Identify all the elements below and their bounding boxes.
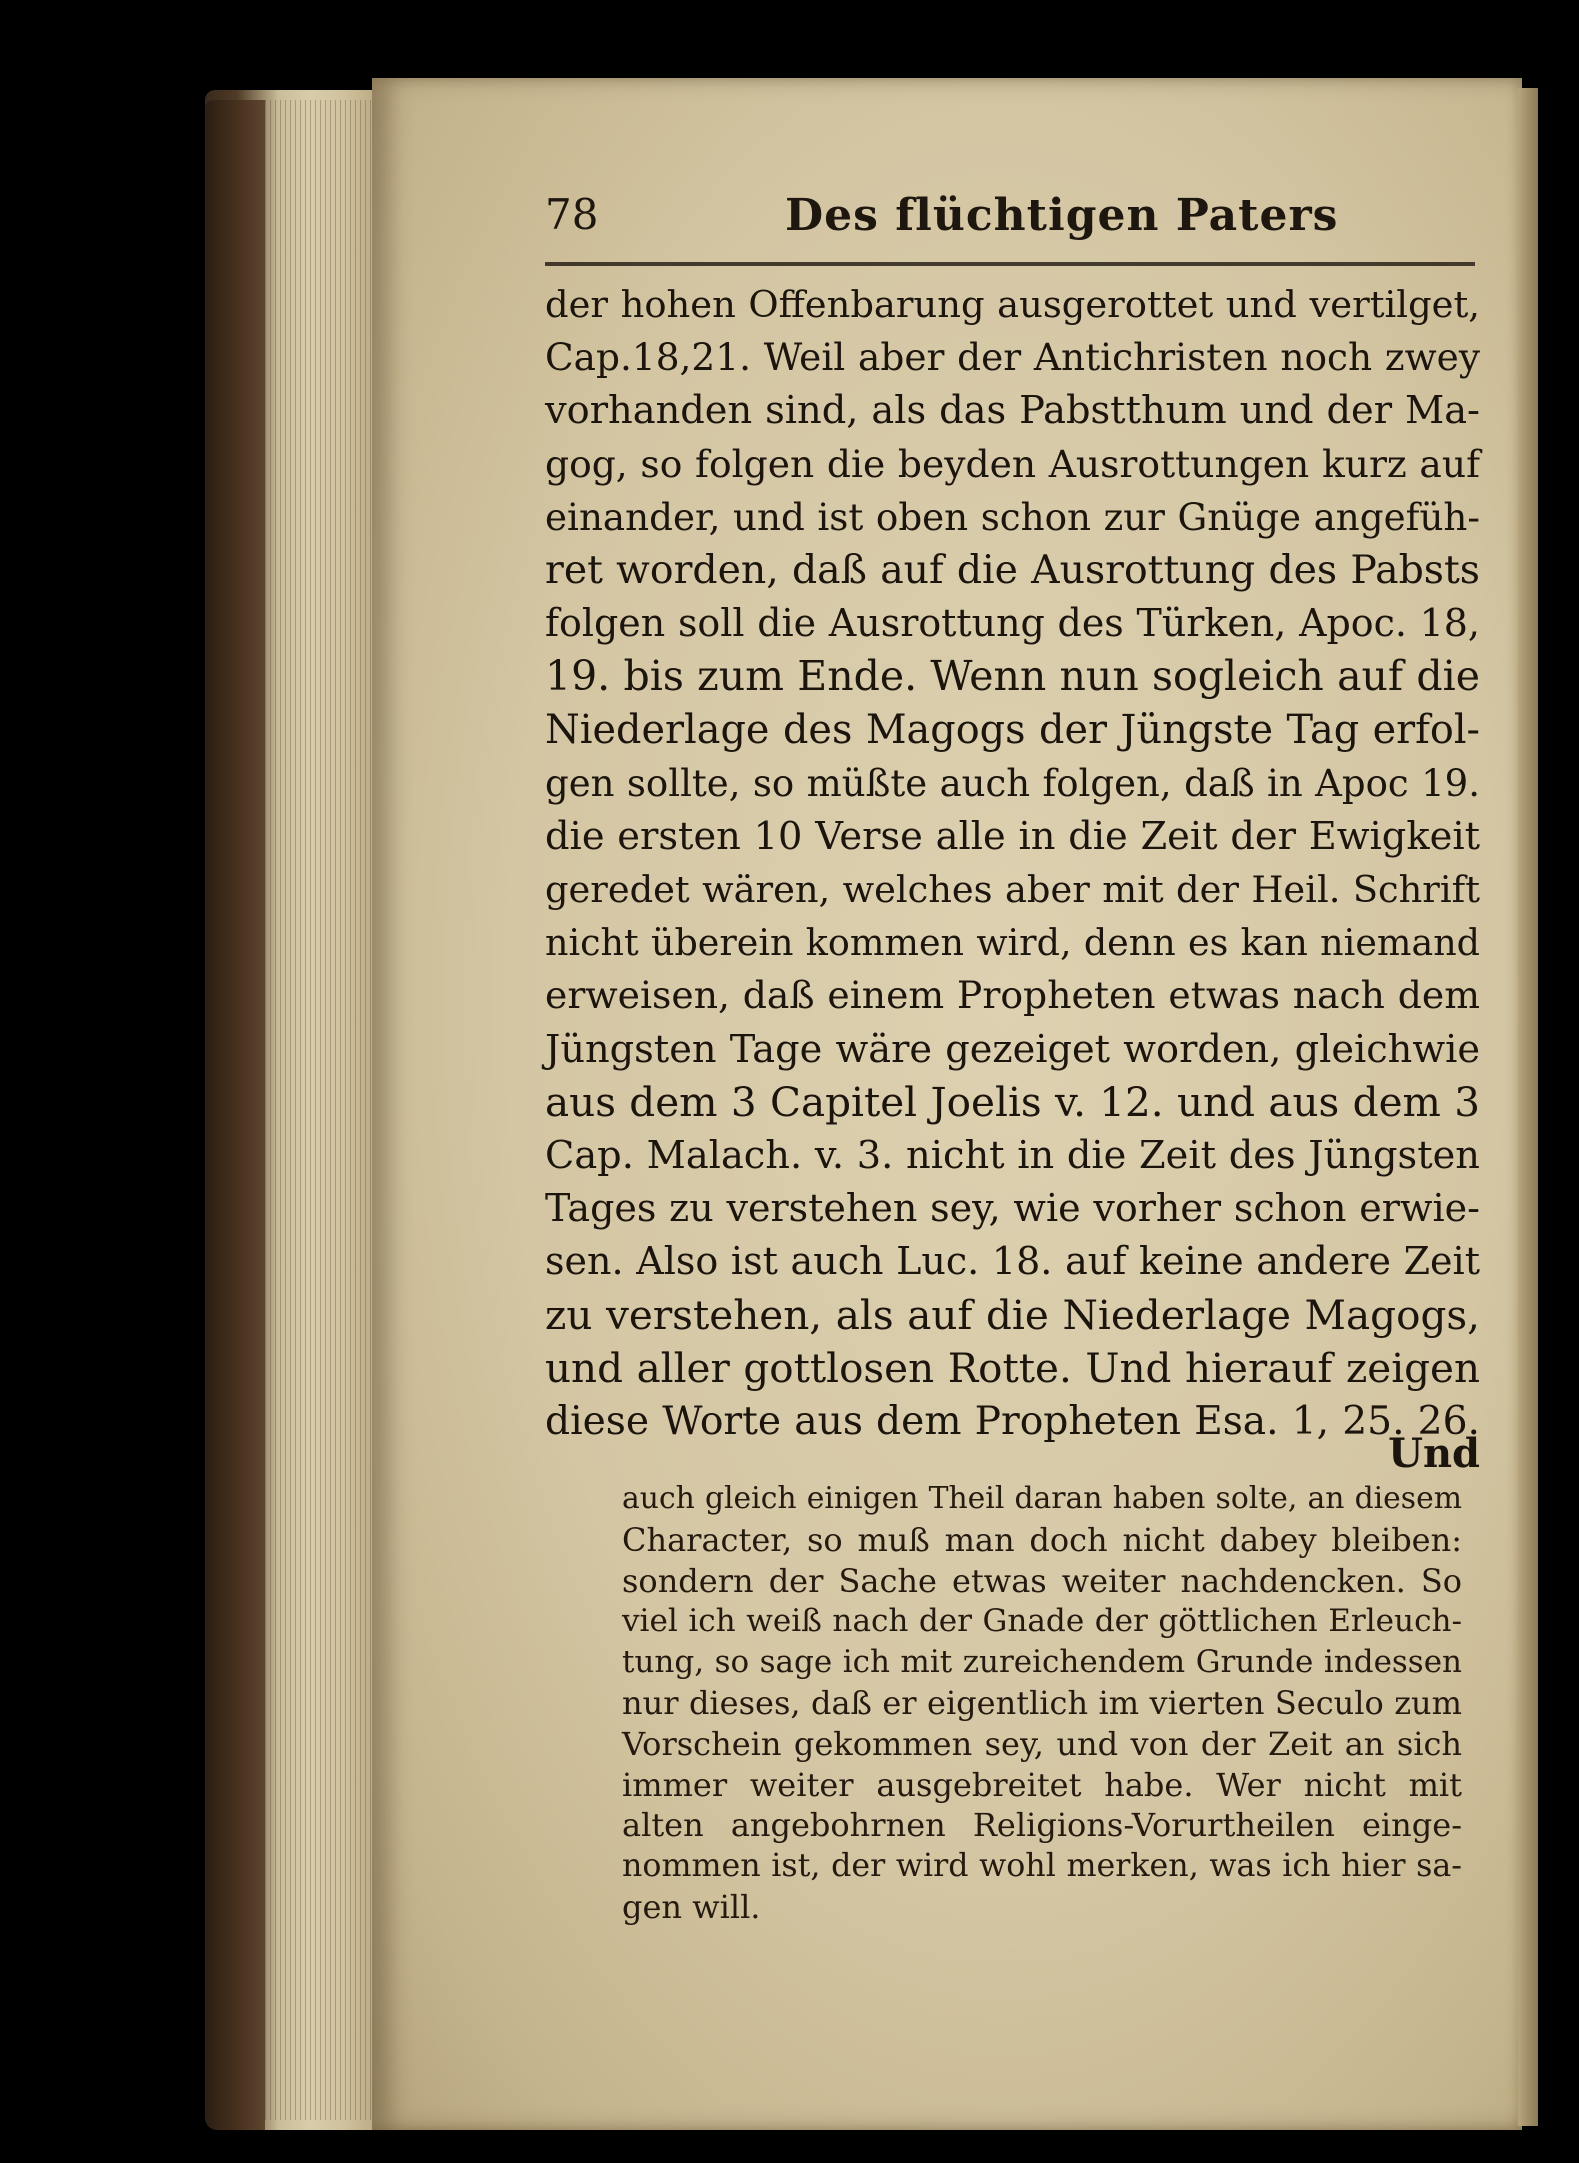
text-line: diese Worte aus dem Propheten Esa. 1, 25. 26. (545, 1398, 1480, 1444)
page-fore-edge (1518, 88, 1538, 2126)
text-line: aus dem 3 Capitel Joelis v. 12. und aus dem 3 (545, 1077, 1480, 1126)
page-number: 78 (545, 190, 599, 239)
text-line: Niederlage des Magogs der Jüngste Tag erfol- (545, 706, 1480, 753)
text-line: 19. bis zum Ende. Wenn nun sogleich auf die (545, 652, 1480, 701)
page-header (545, 190, 1485, 250)
footnote-line: viel ich weiß nach der Gnade der göttlichen Erleuch- (622, 1603, 1462, 1640)
text-line: gog, so folgen die beyden Ausrottungen kurz auf (545, 441, 1480, 486)
text-line: und aller gottlosen Rotte. Und hierauf zeigen (545, 1343, 1480, 1392)
text-line: Cap. Malach. v. 3. nicht in die Zeit des Jüngsten (545, 1133, 1480, 1178)
text-line: sen. Also ist auch Luc. 18. auf keine andere Zeit (545, 1239, 1480, 1284)
footnote-line: immer weiter ausgebreitet habe. Wer nicht mit (622, 1765, 1462, 1804)
header-rule (545, 262, 1475, 266)
text-line: der hohen Offenbarung ausgerottet und vertilget, (545, 283, 1480, 326)
catchword: Und (1388, 1430, 1480, 1477)
text-line: geredet wären, welches aber mit der Heil. Schrift (545, 868, 1480, 912)
text-line: vorhanden sind, als das Pabstthum und der Ma- (545, 388, 1480, 434)
text-line: folgen soll die Ausrottung des Türken, Apoc. 18, (545, 601, 1480, 646)
text-line: gen sollte, so müßte auch folgen, daß in Apoc 19. (545, 761, 1480, 805)
text-line: Tages zu verstehen sey, wie vorher schon erwie- (545, 1186, 1480, 1231)
text-line: zu verstehen, als auf die Niederlage Magogs, (545, 1290, 1480, 1339)
footnote-line: gen will. (622, 1887, 761, 1926)
text-line: die ersten 10 Verse alle in die Zeit der Ewigkeit (545, 813, 1480, 859)
text-line: erweisen, daß einem Propheten etwas nach dem (545, 973, 1480, 1018)
footnote (622, 1479, 1462, 1928)
footnote-line: nommen ist, der wird wohl merken, was ich hier sa- (622, 1848, 1462, 1885)
footnote-line: auch gleich einigen Theil daran haben solte, an diesem (622, 1481, 1462, 1516)
text-line: ret worden, daß auf die Ausrottung des Pabsts (545, 546, 1480, 593)
footnote-line: tung, so sage ich mit zureichendem Grunde indessen (622, 1644, 1462, 1681)
text-line: Cap.18,21. Weil aber der Antichristen noch zwey (545, 335, 1480, 380)
footnote-line: Vorschein gekommen sey, und von der Zeit an sich (622, 1724, 1462, 1763)
book-spine (205, 100, 265, 2130)
text-line: Jüngsten Tage wäre gezeiget worden, gleichwie (545, 1026, 1480, 1072)
footnote-line: nur dieses, daß er eigentlich im vierten Seculo zum (622, 1683, 1462, 1722)
footnote-line: Character, so muß man doch nicht dabey bleiben: (622, 1520, 1462, 1559)
footnote-line: alten angebohrnen Religions-Vorurtheilen einge- (622, 1806, 1462, 1845)
running-head: Des flüchtigen Paters (785, 190, 1339, 241)
text-line: einander, und ist oben schon zur Gnüge angefüh- (545, 494, 1480, 539)
text-line: nicht überein kommen wird, denn es kan niemand (545, 921, 1480, 965)
footnote-line: sondern der Sache etwas weiter nachdencken. So (622, 1561, 1462, 1600)
main-text (545, 278, 1480, 1448)
